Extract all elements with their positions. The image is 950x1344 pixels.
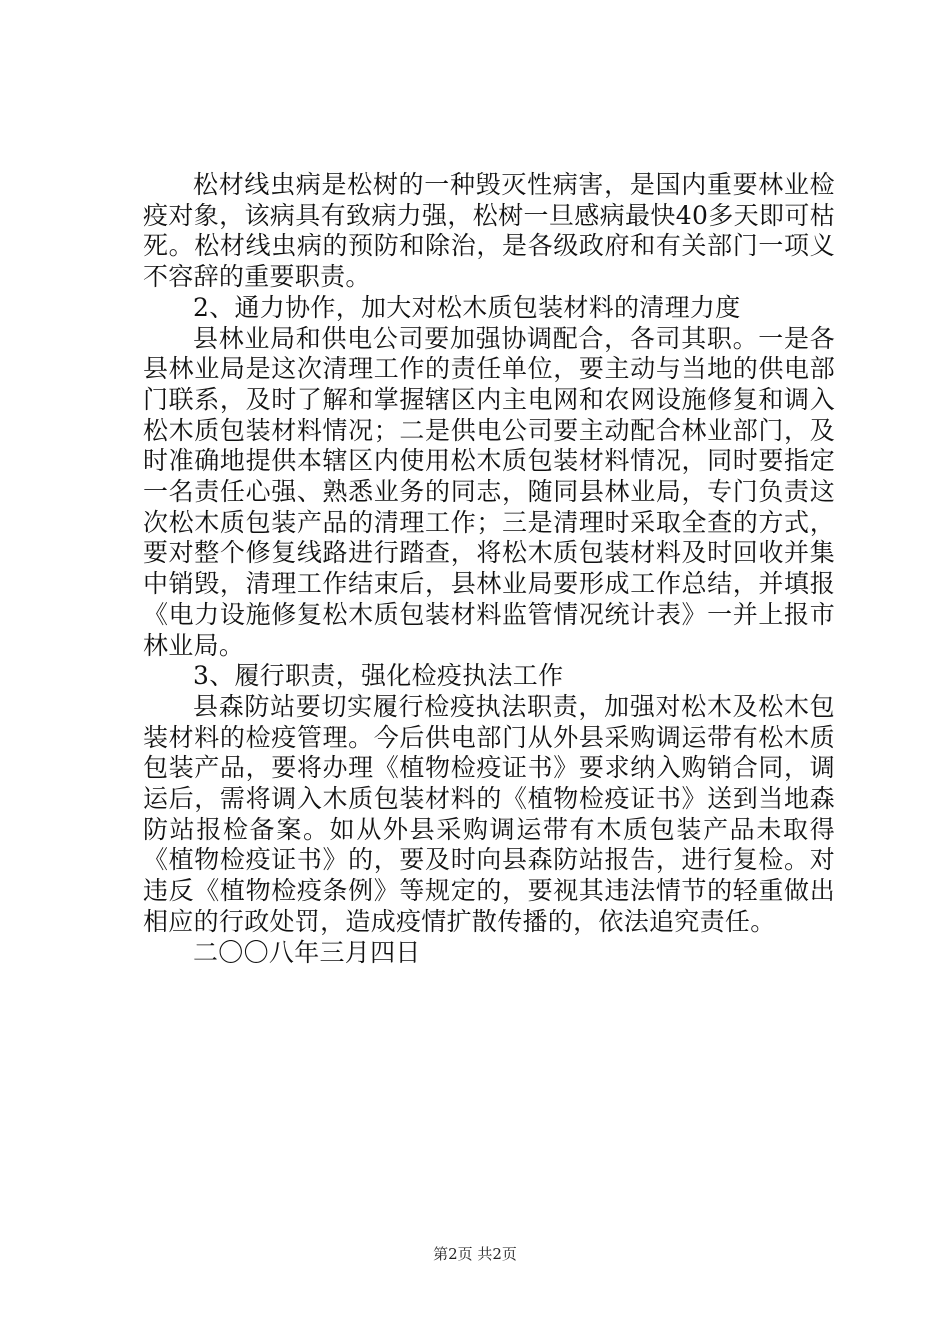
paragraph-section-3: 县森防站要切实履行检疫执法职责，加强对松木及松木包装材料的检疫管理。今后供电部门从外县采购调运带有松木质包装产品，要将办理《植物检疫证书》要求纳入购销合同，调运后，需将调入木质包装材料的《植物检疫证书》送到当地森防站报检备案。如从外县采购调运带有木质包装产品未取得《植物检疫证书》的，要及时向县森防站报告，进行复检。对违反《植物检疫条例》等规定的，要视其违法情节的轻重做出相应的行政处罚，造成疫情扩散传播的，依法追究责任。 bbox=[143, 691, 835, 936]
paragraph-intro: 松材线虫病是松树的一种毁灭性病害，是国内重要林业检疫对象，该病具有致病力强，松树一旦感病最快40多天即可枯死。松材线虫病的预防和除治，是各级政府和有关部门一项义不容辞的重要职责。 bbox=[143, 170, 835, 292]
paragraph-section-2: 县林业局和供电公司要加强协调配合，各司其职。一是各县林业局是这次清理工作的责任单位，要主动与当地的供电部门联系，及时了解和掌握辖区内主电网和农网设施修复和调入松木质包装材料情况；二是供电公司要主动配合林业部门，及时准确地提供本辖区内使用松木质包装材料情况，同时要指定一名责任心强、熟悉业务的同志，随同县林业局，专门负责这次松木质包装产品的清理工作；三是清理时采取全查的方式，要对整个修复线路进行踏查，将松木质包装材料及时回收并集中销毁，清理工作结束后，县林业局要形成工作总结，并填报《电力设施修复松木质包装材料监管情况统计表》一并上报市林业局。 bbox=[143, 323, 835, 660]
document-body bbox=[143, 170, 835, 968]
document-date: 二〇〇八年三月四日 bbox=[193, 937, 421, 967]
page-number-footer: 第2页 共2页 bbox=[433, 1245, 517, 1263]
section-heading-3: 3、履行职责，强化检疫执法工作 bbox=[193, 661, 564, 691]
section-heading-2: 2、通力协作，加大对松木质包装材料的清理力度 bbox=[193, 292, 741, 322]
